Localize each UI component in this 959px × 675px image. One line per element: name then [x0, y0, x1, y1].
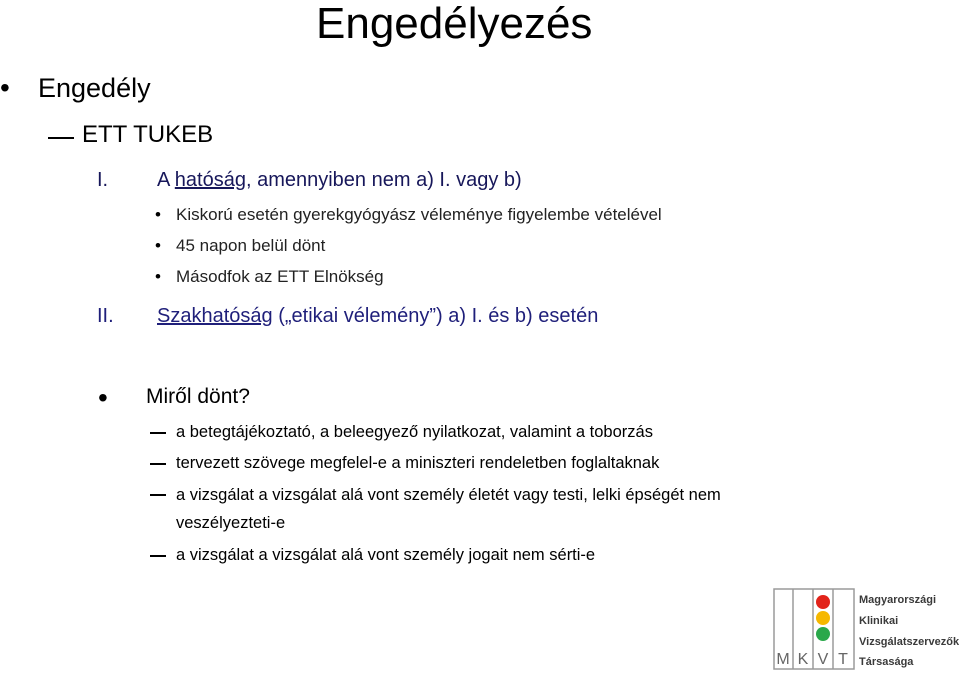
sub-bullet-dot: •: [155, 267, 161, 286]
item2-numeral: II.: [97, 305, 114, 327]
mkvt-logo: [773, 588, 959, 670]
bullet-dot: •: [0, 72, 10, 103]
sub-bullet-dot: •: [155, 236, 161, 255]
logo-line: Klinikai: [859, 615, 899, 627]
hatosag-link[interactable]: hatóság: [174, 169, 246, 191]
ett-tukeb-label: ETT TUKEB: [82, 121, 214, 148]
dash-marker: [48, 137, 74, 139]
item1-numeral: I.: [97, 169, 109, 191]
dash-marker: [150, 555, 166, 557]
szakhatosag-link[interactable]: Szakhatóság: [157, 305, 273, 327]
engedely-label: Engedély: [38, 73, 151, 103]
logo-letter: V: [817, 651, 829, 668]
logo-letter: M: [776, 651, 790, 668]
logo-letter: T: [838, 651, 848, 668]
dash-marker: [150, 463, 166, 465]
sub-bullet-item: Kiskorú esetén gyerekgyógyász véleménye figyelembe vételével: [176, 205, 662, 224]
dash-marker: [150, 432, 166, 434]
question-label: Miről dönt?: [146, 385, 250, 408]
logo-letter: K: [797, 651, 809, 668]
question-item: a vizsgálat a vizsgálat alá vont személy jogait nem sérti-e: [176, 546, 596, 564]
dash-marker: [150, 494, 166, 496]
traffic-light-icon: [773, 588, 855, 670]
page-title: Engedélyezés: [316, 0, 593, 48]
logo-line: Magyarországi: [859, 594, 937, 606]
question-item: a vizsgálat a vizsgálat alá vont személy életét vagy testi, lelki épségét nem: [176, 486, 721, 504]
sub-bullet-dot: •: [155, 205, 161, 224]
question-item: a betegtájékoztató, a beleegyező nyilatkozat, valamint a toborzás: [176, 423, 653, 441]
sub-bullet-item: Másodfok az ETT Elnökség: [176, 267, 384, 286]
bullet-dot: •: [98, 382, 108, 413]
sub-bullet-item: 45 napon belül dönt: [176, 236, 326, 255]
logo-line: Társasága: [859, 656, 914, 668]
logo-line: Vizsgálatszervezők: [859, 636, 959, 648]
question-item: veszélyezteti-e: [176, 514, 286, 532]
item2-text: Szakhatóság („etikai vélemény”) a) I. és b) esetén: [157, 305, 599, 327]
item1-text: A hatóság, amennyiben nem a) I. vagy b): [157, 169, 522, 191]
question-item: tervezett szövege megfelel-e a miniszteri rendeletben foglaltaknak: [176, 454, 660, 472]
